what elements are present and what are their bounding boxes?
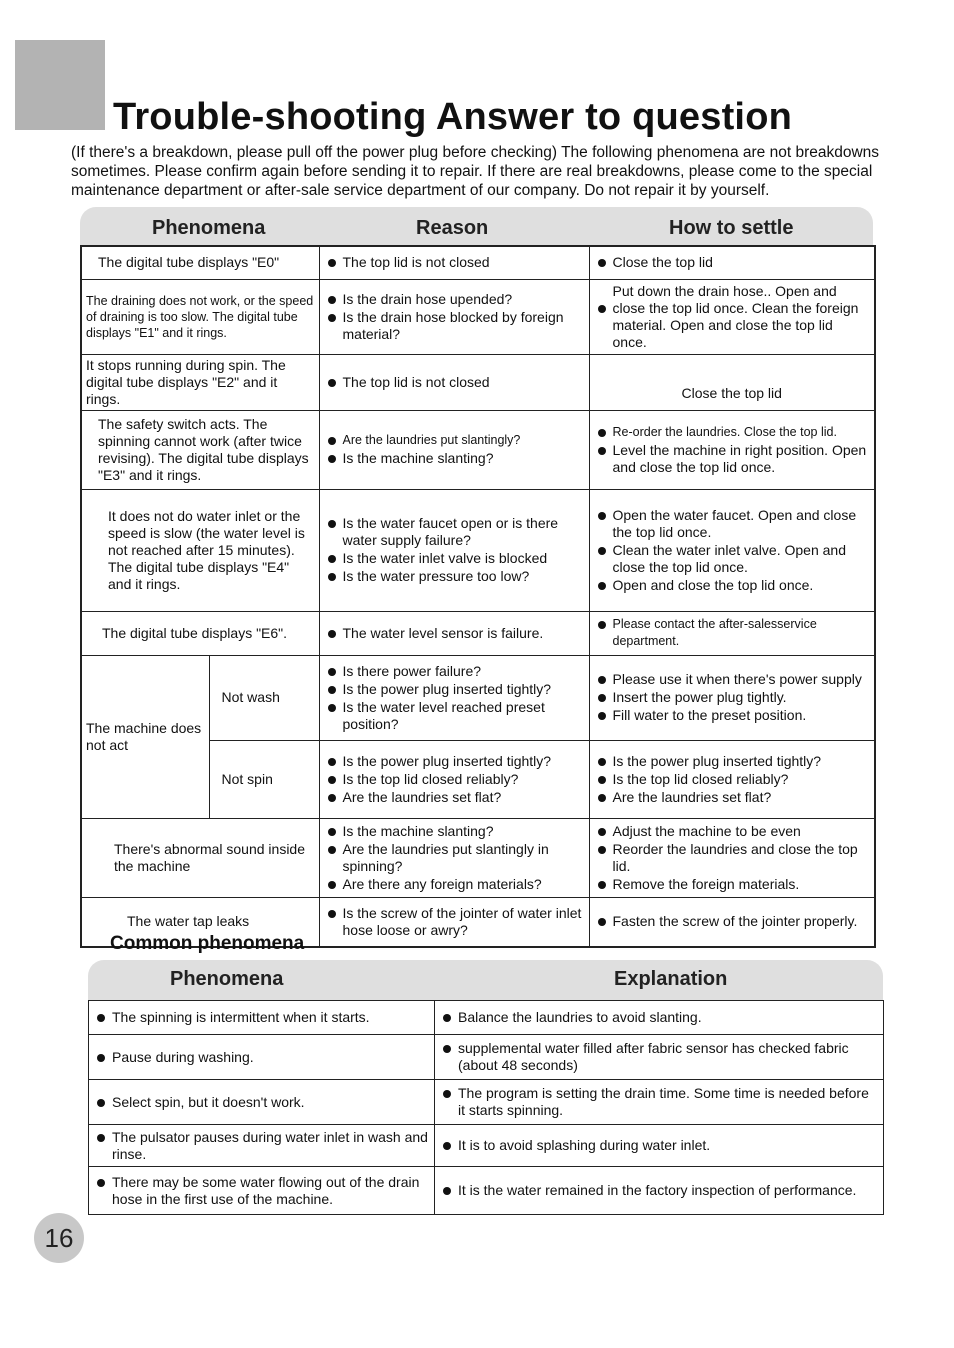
bullet-icon <box>443 1045 451 1053</box>
phenomenon-cell: The digital tube displays "E0" <box>81 246 319 279</box>
explanation-cell: It is to avoid splashing during water inlet. <box>435 1125 884 1167</box>
page-number: 16 <box>34 1213 84 1263</box>
bullet-icon <box>328 668 336 676</box>
reason-cell: Is the water faucet open or is there water supply failure? Is the water inlet valve is blocked Is the water pressure too low? <box>319 489 589 611</box>
bullet-icon <box>97 1179 105 1187</box>
reason-cell: The water level sensor is failure. <box>319 611 589 655</box>
sub-phenomenon-cell: Not spin <box>209 740 319 818</box>
bullet-icon <box>598 429 606 437</box>
bullet-icon <box>328 776 336 784</box>
bullet-icon <box>328 455 336 463</box>
header-explanation: Explanation <box>614 968 728 990</box>
bullet-icon <box>598 828 606 836</box>
explanation-cell: Balance the laundries to avoid slanting. <box>435 1001 884 1035</box>
table-row <box>81 818 875 897</box>
bullet-icon <box>328 379 336 387</box>
table1-header <box>80 207 873 245</box>
bullet-icon <box>443 1142 451 1150</box>
table-row <box>89 1001 884 1035</box>
settle-cell: Put down the drain hose.. Open and close the top lid once. Clean the foreign material. Open and close the top lid once. <box>589 279 875 354</box>
table-row <box>81 410 875 489</box>
bullet-icon <box>598 712 606 720</box>
sub-phenomenon-cell: Not wash <box>209 655 319 740</box>
bullet-icon <box>97 1099 105 1107</box>
table-row <box>81 354 875 410</box>
phenomenon-cell: The digital tube displays "E6". <box>81 611 319 655</box>
bullet-icon <box>598 447 606 455</box>
header-reason: Reason <box>416 217 489 239</box>
bullet-icon <box>328 314 336 322</box>
bullet-icon <box>598 621 606 629</box>
bullet-icon <box>328 758 336 766</box>
bullet-icon <box>97 1134 105 1142</box>
table-row <box>89 1080 884 1125</box>
table-row <box>89 1167 884 1215</box>
intro-paragraph: (If there's a breakdown, please pull off the power plug before checking) The following phenomena are not breakdowns sometimes. Please confirm again before sending it to repair. If there are real breakdowns, please come to the special maintenance department or after-sale service department of our company. Do not repair it by yourself. <box>71 144 880 199</box>
bullet-icon <box>598 794 606 802</box>
phenomenon-cell: The water tap leaks <box>81 897 319 947</box>
settle-cell: Fasten the screw of the jointer properly. <box>589 897 875 947</box>
bullet-icon <box>328 794 336 802</box>
header-phenomena: Phenomena <box>170 968 284 990</box>
bullet-icon <box>598 758 606 766</box>
phenomenon-cell: Select spin, but it doesn't work. <box>89 1080 435 1125</box>
bullet-icon <box>328 704 336 712</box>
header-phenomena: Phenomena <box>152 217 266 239</box>
bullet-icon <box>598 918 606 926</box>
reason-cell: Is there power failure? Is the power plug inserted tightly? Is the water level reached preset position? <box>319 655 589 740</box>
reason-cell: Is the drain hose upended? Is the drain hose blocked by foreign material? <box>319 279 589 354</box>
table-row <box>81 611 875 655</box>
bullet-icon <box>328 573 336 581</box>
table2-header <box>88 960 883 1000</box>
common-phenomena-title: Common phenomena <box>110 933 305 954</box>
phenomenon-cell: It does not do water inlet or the speed is slow (the water level is not reached after 15 minutes). The digital tube displays "E4" and it rings. <box>81 489 319 611</box>
bullet-icon <box>598 881 606 889</box>
settle-cell: Re-order the laundries. Close the top lid. Level the machine in right position. Open and close the top lid once. <box>589 410 875 489</box>
phenomenon-cell: The spinning is intermittent when it starts. <box>89 1001 435 1035</box>
phenomenon-cell: The pulsator pauses during water inlet in wash and rinse. <box>89 1125 435 1167</box>
table-row <box>81 279 875 354</box>
bullet-icon <box>328 881 336 889</box>
reason-cell: The top lid is not closed <box>319 354 589 410</box>
bullet-icon <box>328 846 336 854</box>
explanation-cell: supplemental water filled after fabric sensor has checked fabric (about 48 seconds) <box>435 1035 884 1080</box>
table-row <box>81 246 875 279</box>
bullet-icon <box>598 547 606 555</box>
table-row <box>81 489 875 611</box>
bullet-icon <box>598 694 606 702</box>
bullet-icon <box>443 1187 451 1195</box>
settle-cell: Adjust the machine to be even Reorder the laundries and close the top lid. Remove the foreign materials. <box>589 818 875 897</box>
bullet-icon <box>328 630 336 638</box>
bullet-icon <box>598 305 606 313</box>
settle-cell: Please contact the after-salesservice department. <box>589 611 875 655</box>
bullet-icon <box>598 846 606 854</box>
bullet-icon <box>443 1090 451 1098</box>
bullet-icon <box>328 686 336 694</box>
bullet-icon <box>598 259 606 267</box>
settle-cell: Close the top lid <box>589 354 875 410</box>
bullet-icon <box>328 555 336 563</box>
common-phenomena-table <box>88 1000 884 1215</box>
table-row <box>89 1035 884 1080</box>
reason-cell: Are the laundries put slantingly? Is the machine slanting? <box>319 410 589 489</box>
bullet-icon <box>443 1014 451 1022</box>
bullet-icon <box>328 437 336 445</box>
phenomenon-cell: There's abnormal sound inside the machine <box>81 818 319 897</box>
table-row <box>81 655 875 740</box>
bullet-icon <box>328 828 336 836</box>
explanation-cell: It is the water remained in the factory inspection of performance. <box>435 1167 884 1215</box>
settle-cell: Please use it when there's power supply Insert the power plug tightly. Fill water to the preset position. <box>589 655 875 740</box>
settle-cell: Close the top lid <box>589 246 875 279</box>
bullet-icon <box>598 676 606 684</box>
bullet-icon <box>598 512 606 520</box>
phenomenon-cell: There may be some water flowing out of the drain hose in the first use of the machine. <box>89 1167 435 1215</box>
bullet-icon <box>328 910 336 918</box>
bullet-icon <box>97 1014 105 1022</box>
bullet-icon <box>328 259 336 267</box>
settle-cell: Is the power plug inserted tightly? Is the top lid closed reliably? Are the laundries set flat? <box>589 740 875 818</box>
table-row <box>89 1125 884 1167</box>
settle-cell: Open the water faucet. Open and close the top lid once. Clean the water inlet valve. Open and close the top lid once. Open and close the top lid once. <box>589 489 875 611</box>
corner-decoration <box>15 40 105 130</box>
bullet-icon <box>328 520 336 528</box>
explanation-cell: The program is setting the drain time. Some time is needed before it starts spinning. <box>435 1080 884 1125</box>
bullet-icon <box>598 776 606 784</box>
reason-cell: Is the power plug inserted tightly? Is the top lid closed reliably? Are the laundries set flat? <box>319 740 589 818</box>
reason-cell: Is the screw of the jointer of water inlet hose loose or awry? <box>319 897 589 947</box>
phenomenon-cell: The safety switch acts. The spinning cannot work (after twice revising). The digital tube displays "E3" and it rings. <box>81 410 319 489</box>
phenomenon-cell: The draining does not work, or the speed of draining is too slow. The digital tube displays "E1" and it rings. <box>81 279 319 354</box>
reason-cell: Is the machine slanting? Are the laundries put slantingly in spinning? Are there any foreign materials? <box>319 818 589 897</box>
header-how-to-settle: How to settle <box>669 217 794 239</box>
phenomenon-cell: It stops running during spin. The digital tube displays "E2" and it rings. <box>81 354 319 410</box>
bullet-icon <box>97 1054 105 1062</box>
bullet-icon <box>598 582 606 590</box>
troubleshooting-table <box>80 245 876 948</box>
bullet-icon <box>328 296 336 304</box>
phenomenon-cell: The machine does not act <box>81 655 209 818</box>
reason-cell: The top lid is not closed <box>319 246 589 279</box>
phenomenon-cell: Pause during washing. <box>89 1035 435 1080</box>
page-title: Trouble-shooting Answer to question <box>113 96 793 138</box>
